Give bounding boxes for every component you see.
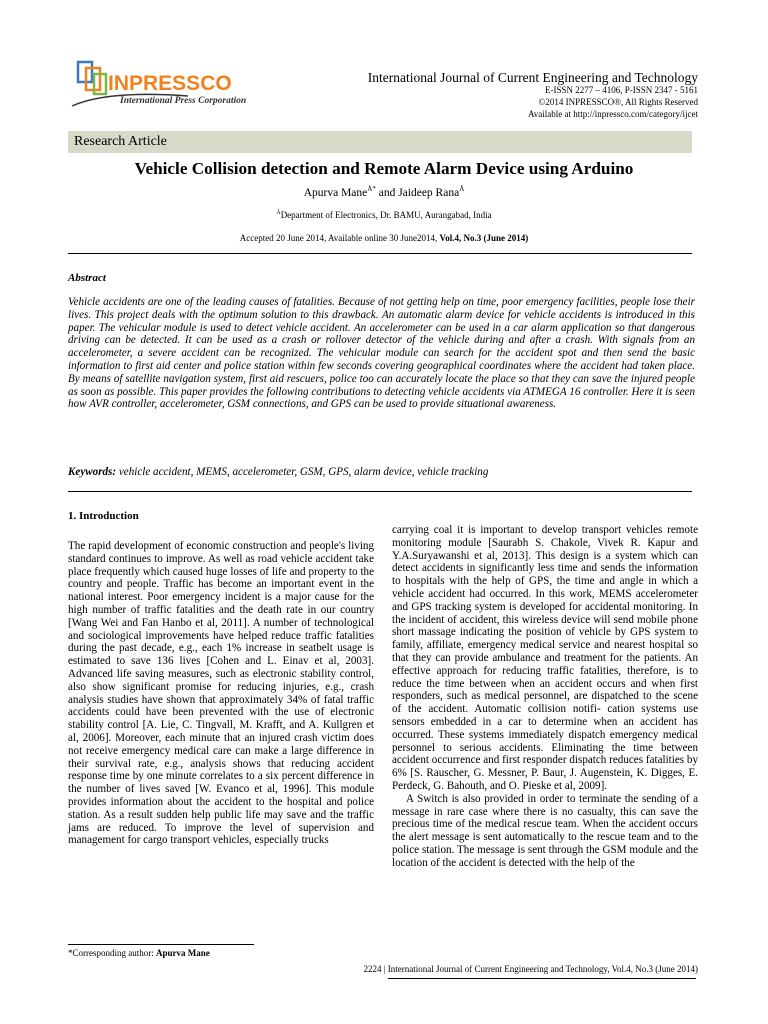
keywords	[68, 466, 692, 478]
abstract-text: Vehicle accidents are one of the leading causes of fatalities. Because of not getting help on time, poor emergency facilities, people lose their lives. This project deals with the optimum solution to this drawback. An automatic alarm device for vehicle accidents is introduced in this paper. The vehicular module is used to detect vehicle accident. An accelerometer can be used in a car alarm application so that dangerous driving can be detected. It can be used as a crash or rollover detector of the vehicle during and after a crash. With signals from an accelerometer, a severe accident can be recognized. The vehicular module can search for the accident spot and then send the basic information to first aid center and police station within few seconds covering geographical coordinates where the accident had taken place. By means of satellite navigation system, first aid rescuers, police too can accurately locate the place so that they can save the injured people as soon as possible. This paper provides the following contributions to detecting vehicle accidents via ATMEGA 16 controller. Here it is seen how AVR controller, accelerometer, GSM connections, and GPS can be used to provide situational awareness.	[68, 296, 695, 411]
author-joiner: and	[375, 186, 399, 199]
author-1-sup: Å*	[367, 185, 376, 193]
paragraph: carrying coal it is important to develop transport vehicles remote monitoring module [Saurabh S. Chakole, Vivek R. Kapur and Y.A.Suryawanshi et al, 2013]. This design is a system which can detect accidents in significantly less time and sends the information to hospitals with the help of GPS, the time and angle in which a vehicle accident had occurred. In this work, MEMS accelerometer and GPS tracking system is developed for accidental monitoring. In the incident of accident, this wireless device will send mobile phone short massage indicating the position of vehicle by GPS system to family, affiliate, emergency medical service and nearest hospital so that they can provide ambulance and treatment for the patients. An effective approach for reducing traffic fatalities, therefore, is to reduce the time between when an accident occurs and when first responders, such as medical personnel, are dispatched to the scene of the accident. Automatic collision notifi- cation systems use sensors embedded in a car to determine when an accident has occurred. These systems immediately dispatch emergency medical personnel to serious accidents. Eliminating the time between accident occurrence and first responder dispatch reduces fatalities by 6% [S. Rauscher, G. Messner, P. Baur, J. Augenstein, K. Digges, E. Perdeck, G. Bahouth, and O. Pieske et al, 2009].	[392, 524, 698, 792]
keywords-label: Keywords:	[68, 466, 117, 478]
affiliation-text: Department of Electronics, Dr. BAMU, Aurangabad, India	[280, 210, 492, 220]
paragraph: The rapid development of economic construction and people's living standard continues to improve. As well as road vehicle accident take place frequently which caused huge losses of life and property to the country and people. Traffic has become an important event in the national interest. Poor emergency incident is a major cause for the high number of traffic fatalities and the death rate in our country [Wang Wei and Fan Hanbo et al, 2011]. A number of technological and sociological improvements have helped reduce traffic fatalities during the past decade, e.g., each 1% increase in seatbelt usage is estimated to save 136 lives [Cohen and L. Einav et al, 2003]. Advanced life saving measures, such as electronic stability control, also show significant promise for reducing injuries, e.g., crash analysis studies have shown that approximately 34% of fatal traffic accidents could have been prevented with the use of electronic stability control [A. Lie, C. Tingvall, M. Krafft, and A. Kullgren et al, 2006]. Moreover, each minute that an injured crash victim does not receive emergency medical care can make a large difference in their survival rate, e.g., analysis shows that reducing accident response time by one minute correlates to a six percent difference in the number of lives saved [W. Evanco et al, 1996]. This module provides information about the accident to the hospital and police station. As a result sudden help public life may save and the traffic jams are reduced. To improve the level of supervision and management for cargo transport vehicles, especially trucks	[68, 540, 374, 847]
footnote-name: Apurva Mane	[156, 948, 210, 958]
footnote	[68, 948, 210, 958]
abstract-heading: Abstract	[68, 272, 106, 284]
author-1: Apurva Mane	[303, 186, 368, 199]
journal-logo	[68, 56, 288, 116]
issn: E-ISSN 2277 – 4106, P-ISSN 2347 - 5161	[544, 85, 698, 95]
footnote-label: *Corresponding author:	[68, 948, 156, 958]
footnote-rule	[68, 944, 254, 945]
logo-text: INPRESSCO	[108, 72, 232, 95]
journal-name: International Journal of Current Engineering and Technology	[367, 70, 698, 85]
publication-dates	[0, 233, 768, 243]
paragraph: A Switch is also provided in order to terminate the sending of a message in rare case where there is no casualty, this can save the precious time of the medical rescue team. When the accident occurs the alert message is sent automatically to the rescue team and to the police station. The message is sent through the GSM module and the location of the accident is detected with the help of the	[392, 792, 698, 869]
dates-text: Accepted 20 June 2014, Available online 30 June2014,	[239, 233, 440, 243]
available-url: Available at http://inpressco.com/category/ijcet	[527, 109, 698, 119]
copyright: ©2014 INPRESSCO®, All Rights Reserved	[538, 97, 698, 107]
logo-graphic	[68, 56, 288, 116]
article-type-banner	[68, 131, 692, 153]
divider-bottom	[68, 491, 692, 492]
page-footer: 2224 | International Journal of Current Engineering and Technology, Vol.4, No.3 (June 2014)	[363, 964, 698, 974]
keywords-text: vehicle accident, MEMS, accelerometer, GSM, GPS, alarm device, vehicle tracking	[116, 466, 489, 478]
volume-info: Vol.4, No.3 (June 2014)	[439, 233, 529, 243]
body-column-left	[68, 540, 374, 847]
divider-top	[68, 253, 692, 254]
paper-title: Vehicle Collision detection and Remote Alarm Device using Arduino	[134, 159, 634, 178]
affiliation-sup: Å	[276, 210, 281, 216]
author-2: Jaideep Rana	[398, 186, 460, 199]
article-type-label: Research Article	[74, 134, 167, 149]
section-heading: 1. Introduction	[68, 510, 139, 522]
body-column-right	[392, 524, 698, 870]
authors	[0, 185, 768, 199]
affiliation	[0, 210, 768, 220]
logo-subtitle: International Press Corporation	[120, 96, 247, 106]
footer-rule	[388, 978, 696, 979]
author-2-sup: Å	[459, 185, 465, 193]
